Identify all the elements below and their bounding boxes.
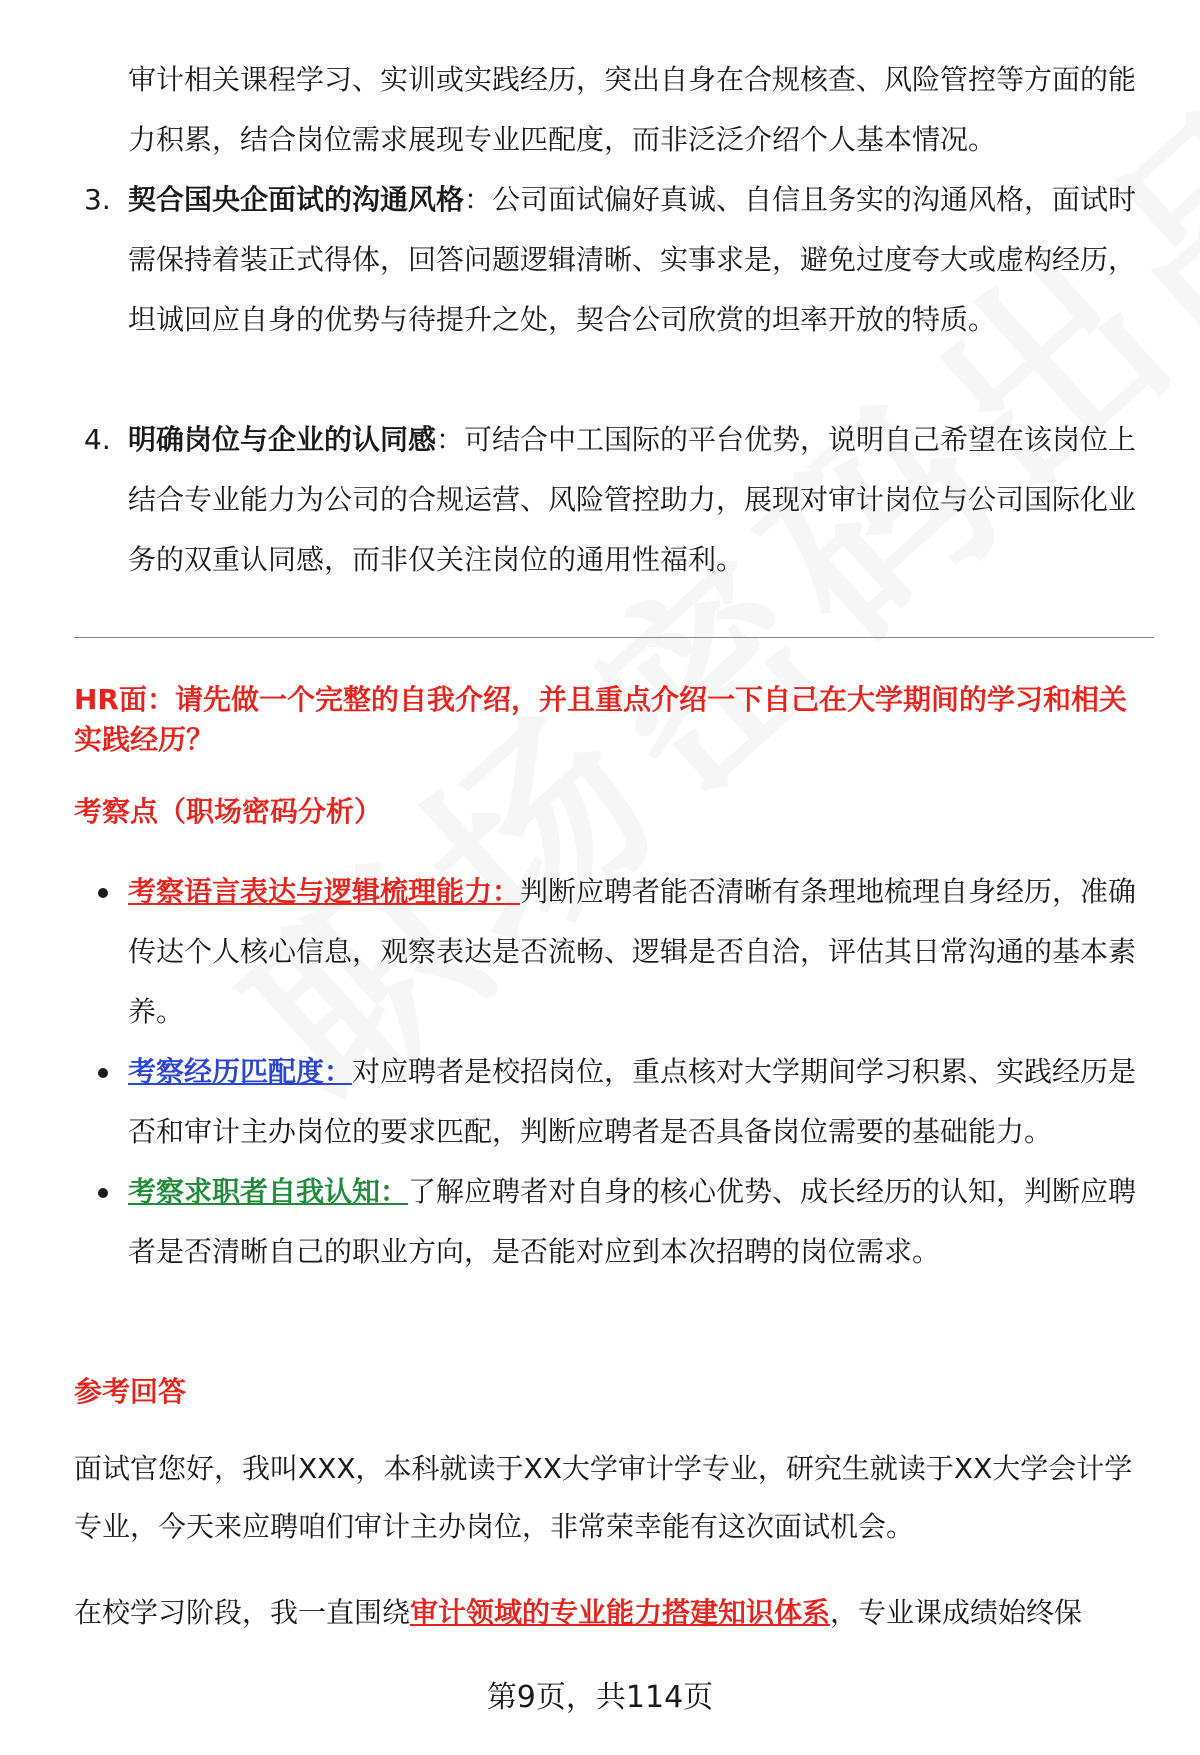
answer-highlight: 审计领域的专业能力搭建知识体系 xyxy=(410,1596,831,1629)
list-item-text: ：公司面试偏好真诚、自信且务实的沟通风格，面试时需保持着装正式得体，回答问题逻辑清晰、实事求是，避免过度夸大或虚构经历，坦诚回应自身的优势与待提升之处，契合公司欣赏的坦率开放的特质。 xyxy=(128,183,1137,336)
list-item-3 xyxy=(84,170,1148,350)
continuation-paragraph: 审计相关课程学习、实训或实践经历，突出自身在合规核查、风险管控等方面的能力积累，结合岗位需求展现专业匹配度，而非泛泛介绍个人基本情况。 xyxy=(128,63,1137,156)
bullet-item xyxy=(128,1042,1148,1162)
list-item-4 xyxy=(84,410,1148,590)
bullet-text: 对应聘者是校招岗位，重点核对大学期间学习积累、实践经历是否和审计主办岗位的要求匹配，判断应聘者是否具备岗位需要的基础能力。 xyxy=(128,1055,1137,1148)
list-item-title: 明确岗位与企业的认同感 xyxy=(128,423,437,456)
points-heading: 考察点（职场密码分析） xyxy=(74,795,383,828)
bullet-item xyxy=(128,862,1148,1042)
list-item-text: ：可结合中工国际的平台优势，说明自己希望在该岗位上结合专业能力为公司的合规运营、风险管控助力，展现对审计岗位与公司国际化业务的双重认同感，而非仅关注岗位的通用性福利。 xyxy=(128,423,1137,576)
list-item-title: 契合国央企面试的沟通风格 xyxy=(128,183,465,216)
bullet-label: 考察经历匹配度： xyxy=(128,1055,353,1088)
answer-text: 在校学习阶段，我一直围绕 xyxy=(74,1596,411,1629)
bullet-dot xyxy=(98,1188,108,1198)
answer-heading: 参考回答 xyxy=(74,1375,187,1408)
bullet-label: 考察求职者自我认知： xyxy=(128,1175,409,1208)
answer-text: ，专业课成绩始终保 xyxy=(830,1596,1083,1629)
list-number: 4. xyxy=(84,423,111,456)
page-footer: 第9页，共114页 xyxy=(486,1680,714,1715)
bullet-dot xyxy=(98,888,108,898)
bullet-dot xyxy=(98,1068,108,1078)
section-divider xyxy=(74,637,1154,638)
bullet-label: 考察语言表达与逻辑梳理能力： xyxy=(128,875,521,908)
bullet-text: 了解应聘者对自身的核心优势、成长经历的认知，判断应聘者是否清晰自己的职业方向，是否能对应到本次招聘的岗位需求。 xyxy=(128,1175,1137,1268)
answer-paragraph-2 xyxy=(74,1584,1154,1642)
bullet-item xyxy=(128,1162,1148,1282)
bullet-text: 判断应聘者能否清晰有条理地梳理自身经历，准确传达个人核心信息，观察表达是否流畅、逻辑是否自洽，评估其日常沟通的基本素养。 xyxy=(128,875,1137,1028)
list-number: 3. xyxy=(84,183,111,216)
answer-paragraph-1: 面试官您好，我叫XXX，本科就读于XX大学审计学专业，研究生就读于XX大学会计学专业，今天来应聘咱们审计主办岗位，非常荣幸能有这次面试机会。 xyxy=(74,1452,1133,1543)
points-list xyxy=(128,862,1148,1282)
interview-question: HR面：请先做一个完整的自我介绍，并且重点介绍一下自己在大学期间的学习和相关实践经历？ xyxy=(74,683,1127,756)
